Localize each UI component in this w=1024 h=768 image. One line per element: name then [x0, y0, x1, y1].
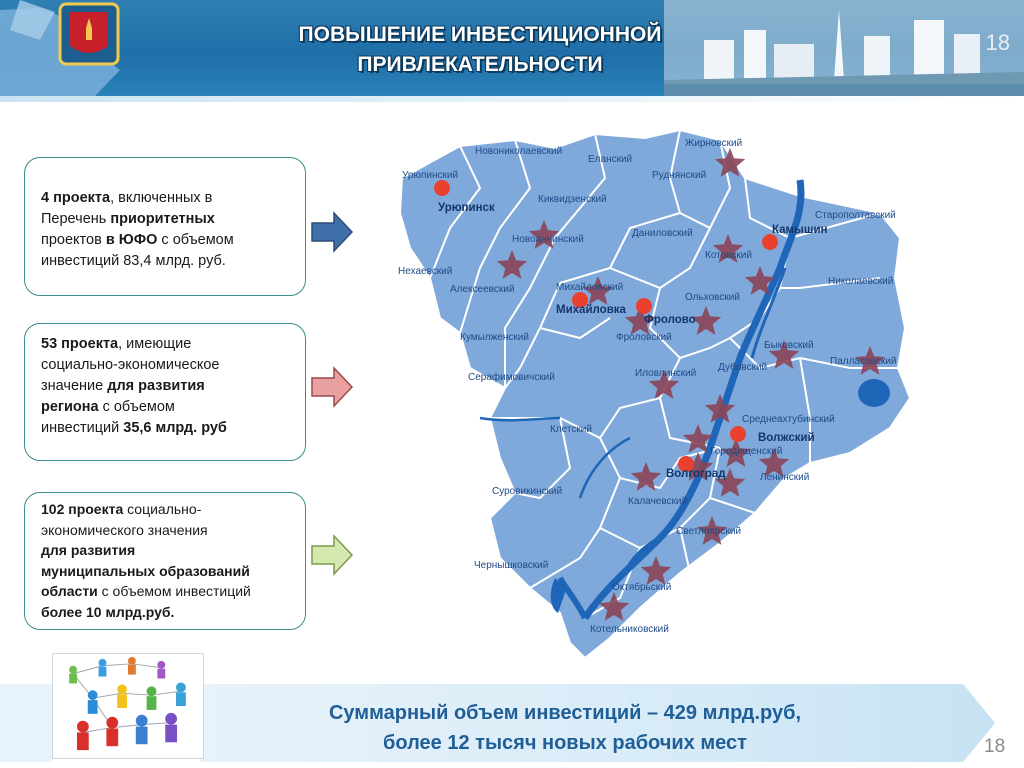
box2-bold3: для развития	[107, 378, 205, 394]
info-box-priority-projects	[24, 157, 306, 296]
box3-line6	[41, 602, 295, 623]
box1-count: 4 проекта	[41, 190, 111, 206]
box1-text2: Перечень	[41, 211, 111, 227]
people-network-icon	[53, 654, 201, 756]
summary-line-1: Суммарный объем инвестиций – 429 млрд.руб,	[328, 702, 802, 724]
page-number: 18	[984, 736, 1006, 757]
map-label-23: Серафимовичский	[468, 372, 555, 383]
box2-line1	[41, 334, 295, 355]
people-network-illustration	[52, 653, 204, 759]
page-title	[230, 20, 730, 80]
box2-bold5: 35,6 млрд. руб	[123, 420, 227, 436]
bottom-banner-left	[0, 684, 52, 762]
volgograd-region-map	[380, 118, 920, 666]
box1-line3	[41, 230, 295, 251]
map-label-12: Котовский	[705, 250, 752, 261]
map-label-10: Даниловский	[632, 228, 693, 239]
map-label-20: Фроловский	[616, 332, 672, 343]
box1-text3b: с объемом	[157, 232, 234, 248]
box2-count: 53 проекта	[41, 336, 119, 352]
info-box-municipal-projects	[24, 492, 306, 630]
box1-line2	[41, 209, 295, 230]
map-label-19: Кумылженский	[460, 332, 529, 343]
box2-text1: , имеющие	[118, 336, 192, 352]
map-label-3: Урюпинский	[402, 170, 459, 181]
map-label-16: Михайловка	[556, 304, 626, 316]
map-label-1: Еланский	[588, 154, 633, 165]
map-label-26: Клетский	[550, 424, 592, 435]
region-map-fragment-icon	[0, 0, 150, 96]
summary-line-2: более 12 тысяч новых рабочих мест	[383, 732, 747, 754]
box3-text5: с объемом инвестиций	[97, 583, 251, 599]
map-label-37: Котельниковский	[590, 624, 669, 635]
box2-bold4: региона	[41, 399, 99, 415]
map-label-13: Алексеевский	[450, 284, 515, 295]
box2-text5: инвестиций	[41, 420, 124, 436]
box1-text4-end: .	[221, 253, 226, 269]
map-label-35: Чернышковский	[474, 560, 549, 571]
box3-line2: экономического значения	[41, 521, 208, 538]
box1-text1: , включенных в	[110, 190, 213, 206]
box3-count: 102 проекта	[41, 501, 124, 517]
header-divider	[0, 96, 1024, 102]
box2-text4: с объемом	[98, 399, 175, 415]
map-label-22: Палласовский	[830, 356, 897, 367]
box2-line4	[41, 397, 295, 418]
box1-line4	[41, 251, 295, 272]
box3-line3	[41, 540, 295, 561]
map-label-21: Быковский	[764, 340, 814, 351]
header-banner	[0, 0, 1024, 96]
map-label-28: Волжский	[758, 432, 815, 444]
map-label-14: Михайловский	[556, 282, 624, 293]
box3-bold5: области	[41, 583, 98, 599]
summary-text	[230, 698, 900, 758]
map-label-6: Киквидзенский	[538, 194, 607, 205]
map-label-25: Дубовский	[718, 362, 768, 373]
box2-line2: социально-экономическое	[41, 357, 220, 373]
red-dot-icon	[762, 234, 778, 250]
map-label-24: Иловлинский	[635, 368, 697, 379]
red-dot-icon	[434, 180, 450, 196]
map-label-8: Камышин	[772, 224, 828, 236]
map-label-30: Волгоград	[666, 468, 726, 480]
box3-text1: социально-	[123, 501, 202, 517]
arrow-right-icon	[310, 365, 354, 409]
map-label-29: Городищенский	[710, 446, 783, 457]
map-label-34: Светлоярский	[676, 526, 742, 537]
map-label-0: Новониколаевский	[475, 146, 563, 157]
box3-bold6: более 10 млрд.руб.	[41, 603, 175, 620]
header-page-number: 18	[985, 30, 1010, 55]
box1-line1	[41, 188, 295, 209]
arrow-right-icon	[310, 533, 354, 577]
lake-elton	[858, 379, 890, 407]
map-label-36: Октябрьский	[612, 582, 672, 593]
arrow-right-icon	[310, 210, 354, 254]
map-label-9: Новоаннинский	[512, 234, 584, 245]
title-line-2: ПРИВЛЕКАТЕЛЬНОСТИ	[357, 53, 603, 76]
title-line-1: ПОВЫШЕНИЕ ИНВЕСТИЦИОННОЙ	[298, 23, 662, 46]
map-label-33: Калачевский	[628, 496, 688, 507]
box2-line5	[41, 418, 295, 439]
map-label-27: Среднеахтубинский	[742, 414, 835, 425]
box2-text3: значение	[41, 378, 108, 394]
info-box-regional-projects	[24, 323, 306, 461]
map-label-5: Руднянский	[652, 170, 707, 181]
box1-bold3: в ЮФО	[105, 232, 158, 248]
map-label-2: Жирновский	[685, 138, 743, 149]
box3-bold3: для развития	[41, 542, 136, 558]
box2-line3	[41, 376, 295, 397]
box1-bold2: приоритетных	[110, 211, 215, 227]
map-label-4: Урюпинск	[438, 202, 495, 214]
map-label-15: Николаевский	[828, 276, 894, 287]
map-label-31: Ленинский	[760, 472, 810, 483]
box3-line1	[41, 499, 295, 520]
box3-bold4: муниципальных образований	[41, 562, 250, 579]
map-label-17: Фролово	[644, 314, 696, 326]
box3-line4	[41, 561, 295, 582]
box1-text3: проектов	[41, 232, 106, 248]
red-dot-icon	[730, 426, 746, 442]
box1-text4: инвестиций 83,4 млрд. руб	[41, 253, 222, 269]
map-label-11: Нехаевский	[398, 266, 453, 277]
box3-line5	[41, 581, 295, 602]
red-dot-icon	[636, 298, 652, 314]
map-label-7: Старополтавский	[815, 210, 896, 221]
map-label-32: Суровикинский	[492, 486, 563, 497]
map-label-18: Ольховский	[685, 292, 740, 303]
